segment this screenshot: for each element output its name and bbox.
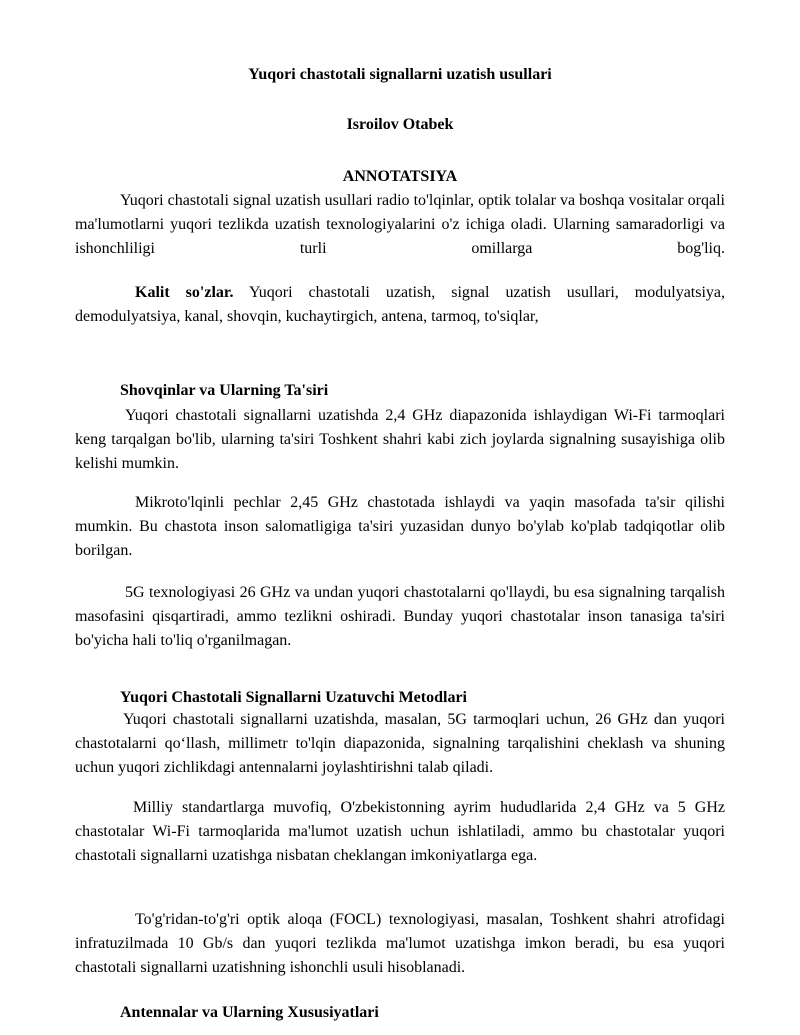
- keywords-text: Yuqori chastotali uzatish, signal uzatish usullari, modulyatsiya, demodulyatsiya, kanal, shovqin, kuchaytirgich, antena, tarmoq, to'siqlar,: [75, 284, 726, 325]
- keywords-paragraph: [75, 281, 725, 329]
- section-paragraph: 5G texnologiyasi 26 GHz va undan yuqori chastotalarni qo'llaydi, bu esa signalning tarqalish masofasini qisqartiradi, ammo tezlikni oshiradi. Bunday yuqori chastotalar inson tanasiga ta'siri bo'yicha hali to'liq o'rganilmagan.: [75, 584, 725, 649]
- section-paragraph: To'g'ridan-to'g'ri optik aloqa (FOCL) texnologiyasi, masalan, Toshkent shahri atrofidagi infratuzilmada 10 Gb/s dan yuqori tezlikda ma'lumot uzatishga imkon beradi, bu esa yuqori chastotali signallarni uzatishning ishonchli usuli hisoblanadi.: [75, 911, 725, 976]
- document-title: Yuqori chastotali signallarni uzatish usullari: [248, 66, 552, 83]
- keywords-label: Kalit so'zlar.: [135, 284, 234, 301]
- annotation-heading: ANNOTATSIYA: [342, 168, 458, 185]
- section-paragraph: Milliy standartlarga muvofiq, O'zbekistonning ayrim hududlarida 2,4 GHz va 5 GHz chastotalar Wi-Fi tarmoqlarida ma'lumot uzatish uchun ishlatiladi, ammo bu chastotalar yuqori chastotali signallarni uzatishga nisbatan cheklangan imkoniyatlarga ega.: [75, 799, 725, 864]
- annotation-text: Yuqori chastotali signal uzatish usullari radio to'lqinlar, optik tolalar va boshqa vositalar orqali ma'lumotlarni yuqori tezlikda uzatish texnologiyalarini o'z ichiga oladi. Ularning samaradorligi va ishonchliligi turli omillarga bog'liq.: [75, 192, 725, 257]
- section-paragraph: Yuqori chastotali signallarni uzatishda, masalan, 5G tarmoqlari uchun, 26 GHz dan yuqori chastotalarni qo‘llash, millimetr to'lqin diapazonida, signalning tarqalishini cheklash va shuning uchun yuqori zichlikdagi antennalarni joylashtirishni talab qiladi.: [75, 711, 725, 776]
- section-paragraph: Mikroto'lqinli pechlar 2,45 GHz chastotada ishlaydi va yaqin masofada ta'sir qilishi mumkin. Bu chastota inson salomatligiga ta'siri yuzasidan dunyo bo'ylab ko'plab tadqiqotlar olib borilgan.: [75, 494, 725, 559]
- author-name: Isroilov Otabek: [346, 116, 454, 133]
- section-heading: Antennalar va Ularning Xususiyatlari: [120, 1004, 379, 1021]
- section-paragraph: Yuqori chastotali signallarni uzatishda 2,4 GHz diapazonida ishlaydigan Wi-Fi tarmoqlari keng tarqalgan bo'lib, ularning ta'siri Toshkent shahri kabi zich joylarda signalning susayishiga olib kelishi mumkin.: [75, 407, 725, 472]
- section-heading: Shovqinlar va Ularning Ta'siri: [120, 382, 329, 399]
- section-heading: Yuqori Chastotali Signallarni Uzatuvchi Metodlari: [120, 689, 467, 706]
